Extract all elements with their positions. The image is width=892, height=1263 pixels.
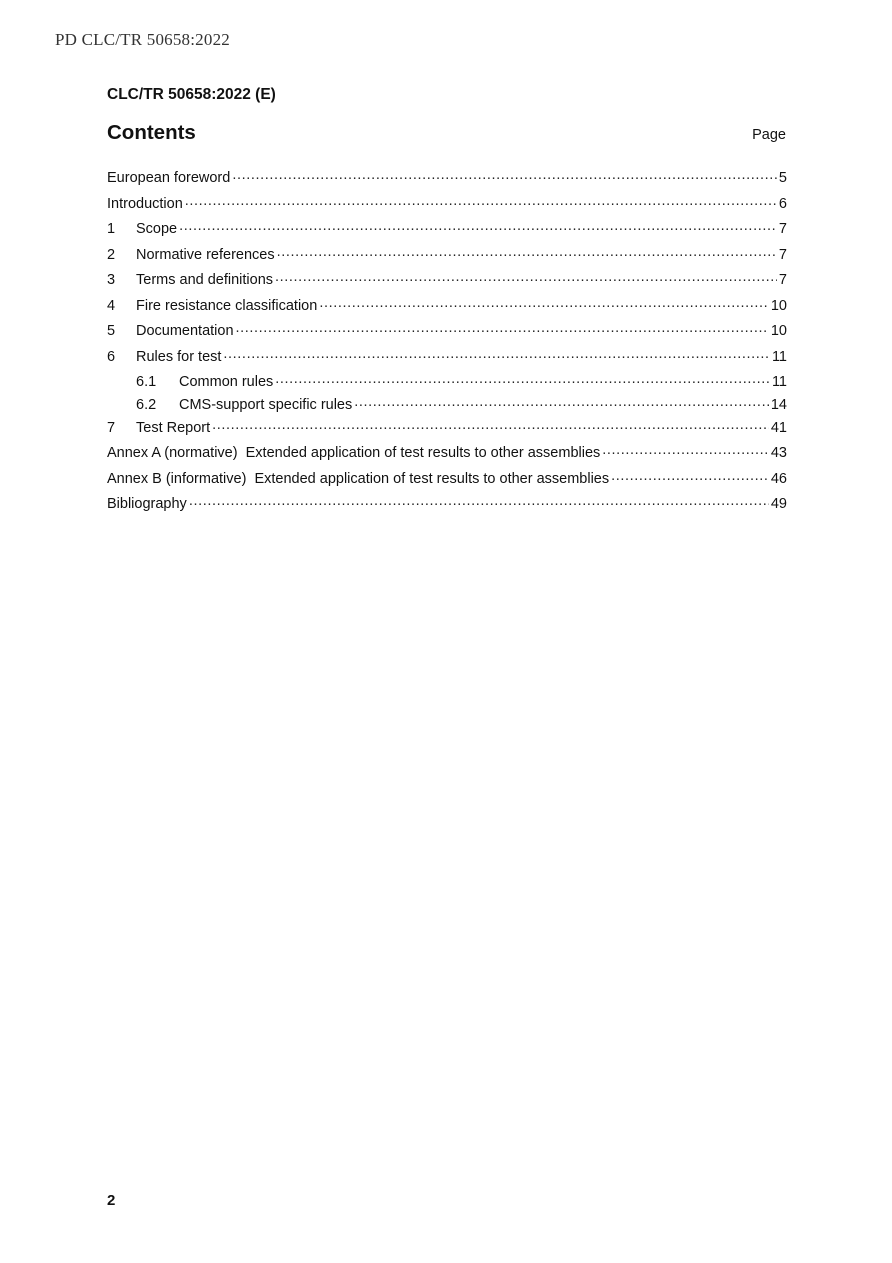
dot-leader bbox=[212, 418, 769, 432]
toc-entry-page: 43 bbox=[770, 445, 787, 461]
toc-entry-title: Rules for test bbox=[136, 348, 222, 365]
toc-entry-common-rules[interactable] bbox=[107, 372, 787, 395]
page-column-label: Page bbox=[752, 127, 786, 143]
toc-entry-title: Scope bbox=[136, 221, 178, 237]
dot-leader bbox=[236, 321, 769, 335]
toc-entry-page: 10 bbox=[770, 323, 787, 339]
toc-entry-page: 11 bbox=[771, 348, 787, 365]
page-number: 2 bbox=[107, 1192, 116, 1209]
toc-entry-page: 41 bbox=[770, 419, 787, 436]
toc-entry-number: 6.2 bbox=[136, 397, 157, 413]
toc-entry-title: Fire resistance classification bbox=[136, 297, 318, 314]
toc-entry-number: 7 bbox=[107, 419, 116, 436]
dot-leader bbox=[319, 296, 769, 310]
dot-leader bbox=[232, 168, 777, 182]
toc-entry-annex-a[interactable] bbox=[107, 443, 787, 469]
toc-entry-title: European foreword bbox=[107, 170, 231, 186]
toc-entry-terms-and-definitions[interactable] bbox=[107, 270, 787, 296]
toc-entry-title: Normative references bbox=[136, 246, 275, 263]
toc-entry-title: Terms and definitions bbox=[136, 272, 274, 288]
toc-entry-cms-support-specific-rules[interactable] bbox=[107, 395, 787, 418]
toc-entry-annex-b[interactable] bbox=[107, 469, 787, 495]
toc-entry-title: Annex B (informative) Extended application of test results to other assemblies bbox=[107, 470, 610, 487]
toc-entry-title: Introduction bbox=[107, 195, 183, 212]
toc-entry-normative-references[interactable] bbox=[107, 245, 787, 271]
dot-leader bbox=[275, 372, 770, 386]
dot-leader bbox=[354, 395, 769, 409]
toc-entry-page: 46 bbox=[770, 470, 787, 487]
toc-entry-scope[interactable] bbox=[107, 219, 787, 245]
dot-leader bbox=[275, 270, 777, 284]
toc-entry-introduction[interactable] bbox=[107, 194, 787, 220]
toc-entry-page: 10 bbox=[770, 297, 787, 314]
toc-entry-fire-resistance-classification[interactable] bbox=[107, 296, 787, 322]
toc-entry-title: CMS-support specific rules bbox=[179, 397, 353, 413]
toc-entry-page: 11 bbox=[771, 374, 787, 390]
toc-entry-european-foreword[interactable] bbox=[107, 168, 787, 194]
dot-leader bbox=[602, 443, 769, 457]
toc-entry-number: 5 bbox=[107, 323, 116, 339]
dot-leader bbox=[185, 194, 777, 208]
toc-entry-documentation[interactable] bbox=[107, 321, 787, 347]
toc-entry-page: 14 bbox=[770, 397, 787, 413]
toc-entry-number: 2 bbox=[107, 246, 116, 263]
toc-entry-rules-for-test[interactable] bbox=[107, 347, 787, 373]
toc-entry-title: Documentation bbox=[136, 323, 234, 339]
dot-leader bbox=[611, 469, 769, 483]
document-id: CLC/TR 50658:2022 (E) bbox=[107, 86, 276, 103]
toc-entry-page: 49 bbox=[770, 496, 787, 512]
toc-entry-title: Test Report bbox=[136, 419, 211, 436]
dot-leader bbox=[277, 245, 777, 259]
toc-entry-page: 7 bbox=[778, 246, 787, 263]
table-of-contents bbox=[107, 168, 787, 520]
dot-leader bbox=[223, 347, 770, 361]
toc-entry-number: 1 bbox=[107, 221, 116, 237]
toc-entry-page: 5 bbox=[778, 170, 787, 186]
toc-entry-title: Bibliography bbox=[107, 496, 187, 512]
toc-entry-number: 4 bbox=[107, 297, 116, 314]
dot-leader bbox=[179, 219, 777, 233]
contents-heading: Contents bbox=[107, 121, 196, 144]
toc-entry-bibliography[interactable] bbox=[107, 494, 787, 520]
toc-entry-title: Annex A (normative) Extended application of test results to other assemblies bbox=[107, 445, 601, 461]
dot-leader bbox=[189, 494, 769, 508]
running-header: PD CLC/TR 50658:2022 bbox=[55, 30, 230, 49]
toc-entry-page: 6 bbox=[778, 195, 787, 212]
toc-entry-page: 7 bbox=[778, 221, 787, 237]
toc-entry-title: Common rules bbox=[179, 374, 274, 390]
toc-entry-page: 7 bbox=[778, 272, 787, 288]
toc-entry-number: 6 bbox=[107, 348, 116, 365]
toc-entry-number: 6.1 bbox=[136, 374, 157, 390]
toc-entry-test-report[interactable] bbox=[107, 418, 787, 444]
toc-entry-number: 3 bbox=[107, 272, 116, 288]
